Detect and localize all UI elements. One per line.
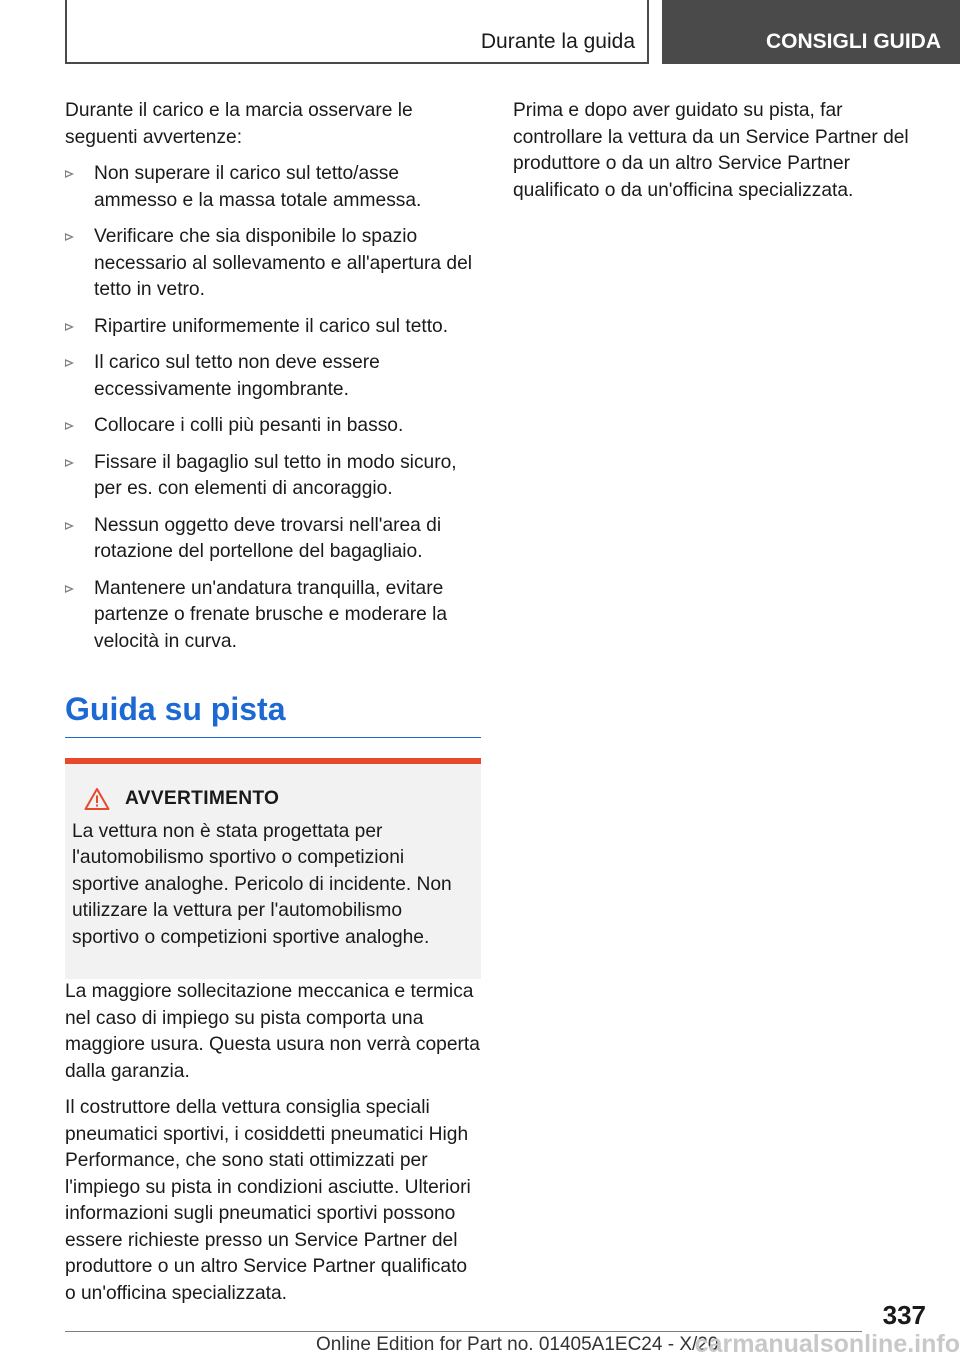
page-number: 337	[882, 1300, 926, 1330]
triangle-bullet-icon	[65, 522, 74, 530]
footer-edition: Online Edition for Part no. 01405A1EC24 - X/20	[316, 1334, 719, 1355]
triangle-bullet-icon	[65, 170, 74, 178]
warning-text: La vettura non è stata progettata per l'automobilismo sportivo o competizioni sportive analoghe. Pericolo di incidente. Non utilizzare la vettura per l'automobilismo sportivo o competizioni sportive analoghe.	[72, 820, 452, 948]
warning-box	[65, 758, 481, 979]
list-item	[65, 450, 481, 503]
left-column	[65, 98, 481, 1317]
list-item-text: Mantenere un'andatura tranquilla, evitare partenze o frenate brusche e moderare la velocità in curva.	[94, 577, 448, 652]
list-item-text: Non superare il carico sul tetto/asse ammesso e la massa totale ammessa.	[94, 163, 422, 211]
list-item-text: Il carico sul tetto non deve essere eccessivamente ingombrante.	[94, 352, 380, 400]
advice-list	[65, 161, 481, 655]
triangle-bullet-icon	[65, 422, 74, 430]
header-section: Durante la guida	[480, 30, 635, 53]
list-item	[65, 350, 481, 403]
list-item	[65, 413, 481, 440]
list-item-text: Ripartire uniformemente il carico sul tetto.	[94, 315, 449, 337]
list-item	[65, 161, 481, 214]
watermark: carmanualsonline.info	[694, 1330, 960, 1358]
body-paragraph: Il costruttore della vettura consiglia speciali pneumatici sportivi, i cosiddetti pneumatici High Performance, che sono stati ottimizzati per l'impiego su pista in condizioni asciutte. Ulteriori informazioni sugli pneumatici sportivi possono essere richieste presso un Service Partner del produttore o un altro Service Partner qualificato o un'officina specializzata.	[65, 1097, 471, 1304]
list-item-text: Nessun oggetto deve trovarsi nell'area di rotazione del portellone del bagagliaio.	[94, 514, 442, 562]
list-item-text: Collocare i colli più pesanti in basso.	[94, 415, 404, 436]
warning-title: AVVERTIMENTO	[125, 788, 280, 809]
warning-triangle-icon	[84, 787, 110, 811]
warning-header	[72, 786, 465, 813]
intro-paragraph: Durante il carico e la marcia osservare le seguenti avvertenze:	[65, 100, 413, 148]
body-paragraph: La maggiore sollecitazione meccanica e termica nel caso di impiego su pista comporta una maggiore usura. Questa usura non verrà coperta dalla garanzia.	[65, 981, 480, 1082]
right-column	[513, 98, 929, 214]
section-title: Guida su pista	[65, 689, 481, 738]
list-item-text: Verificare che sia disponibile lo spazio necessario al sollevamento e all'apertura del tetto in vetro.	[94, 226, 473, 300]
list-item-text: Fissare il bagaglio sul tetto in modo sicuro, per es. con elementi di ancoraggio.	[94, 451, 457, 499]
list-item	[65, 576, 481, 656]
list-item	[65, 224, 481, 304]
triangle-bullet-icon	[65, 233, 74, 241]
header-chapter: CONSIGLI GUIDA	[662, 0, 960, 64]
triangle-bullet-icon	[65, 585, 74, 593]
body-paragraph: Prima e dopo aver guidato su pista, far controllare la vettura da un Service Partner del produttore o da un altro Service Partner qualificato o da un'officina specializzata.	[513, 100, 909, 201]
list-item	[65, 513, 481, 566]
triangle-bullet-icon	[65, 459, 74, 467]
triangle-bullet-icon	[65, 359, 74, 367]
list-item	[65, 314, 481, 341]
triangle-bullet-icon	[65, 323, 74, 331]
